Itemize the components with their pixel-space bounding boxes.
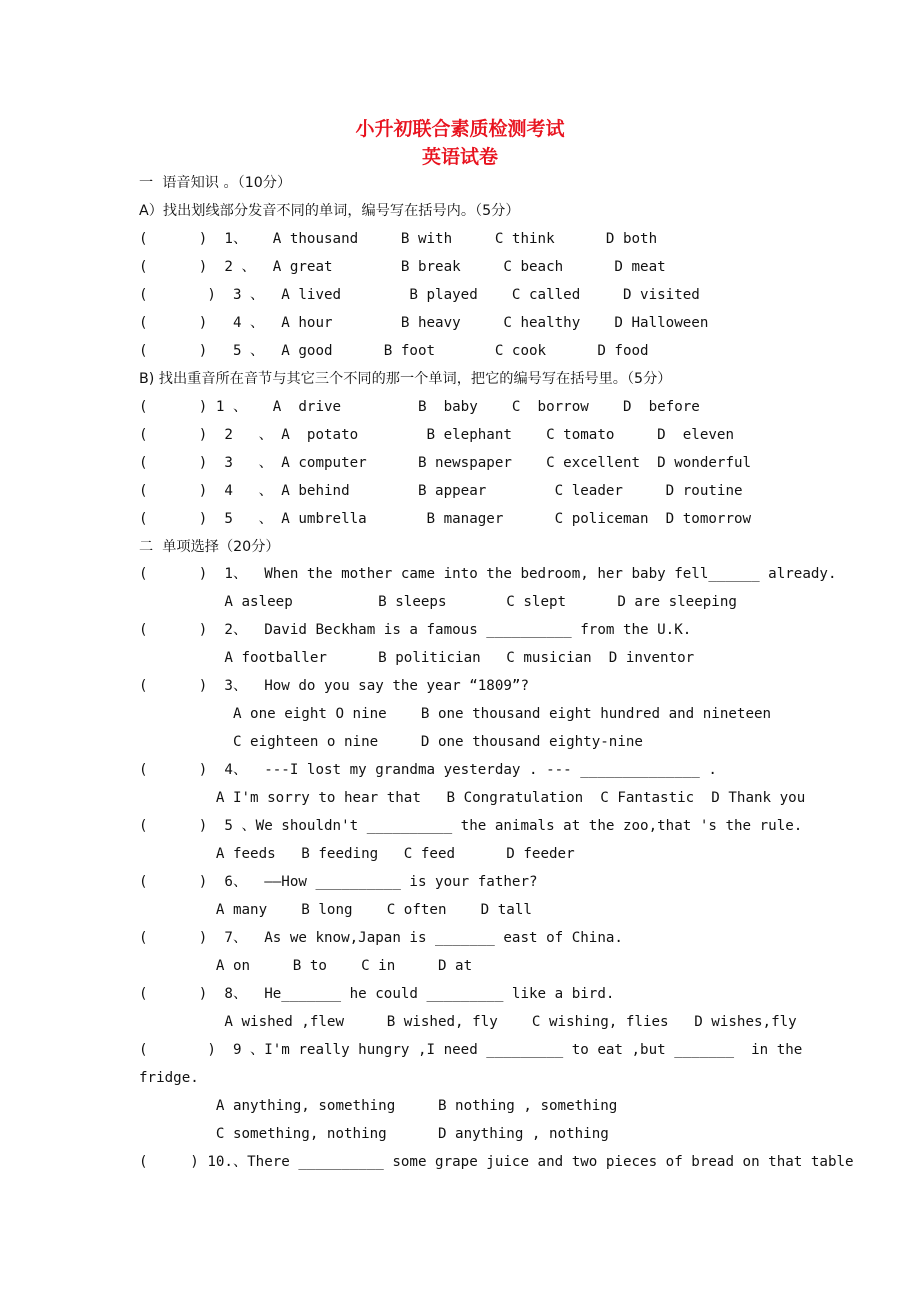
partA-question-1: ( ) 1、 A thousand B with C think D both xyxy=(139,231,658,247)
choice-options-6: A many B long C often D tall xyxy=(139,902,532,918)
exam-subtitle: 英语试卷 xyxy=(421,146,498,168)
choice-options-2: A footballer B politician C musician D inventor xyxy=(139,650,695,666)
choice-question-6: ( ) 6、 ——How __________ is your father? xyxy=(139,874,538,890)
choice-options-3a: A one eight O nine B one thousand eight hundred and nineteen xyxy=(139,706,772,722)
choice-options-1: A asleep B sleeps C slept D are sleeping xyxy=(139,594,737,610)
choice-question-4: ( ) 4、 ---I lost my grandma yesterday . --- ______________ . xyxy=(139,762,717,778)
partA-question-4: ( ) 4 、 A hour B heavy C healthy D Halloween xyxy=(139,315,709,331)
choice-options-4: A I'm sorry to hear that B Congratulation C Fantastic D Thank you xyxy=(139,790,806,806)
choice-options-9b: C something, nothing D anything , nothing xyxy=(139,1126,609,1142)
partB-instruction: B) 找出重音所在音节与其它三个不同的那一个单词，把它的编号写在括号里。（5分） xyxy=(139,371,672,387)
choice-question-8: ( ) 8、 He_______ he could _________ like a bird. xyxy=(139,986,615,1002)
choice-question-3: ( ) 3、 How do you say the year “1809”? xyxy=(139,678,530,694)
partA-instruction: A）找出划线部分发音不同的单词，编号写在括号内。（5分） xyxy=(139,203,520,219)
partA-question-2: ( ) 2 、 A great B break C beach D meat xyxy=(139,259,666,275)
partB-question-3: ( ) 3 、 A computer B newspaper C excellent D wonderful xyxy=(139,455,752,471)
partB-question-5: ( ) 5 、 A umbrella B manager C policeman D tomorrow xyxy=(139,511,752,527)
choice-options-5: A feeds B feeding C feed D feeder xyxy=(139,846,575,862)
partA-question-3: ( ) 3 、 A lived B played C called D visited xyxy=(139,287,700,303)
section1-heading: 一 语音知识 。（10分） xyxy=(139,175,292,191)
choice-question-2: ( ) 2、 David Beckham is a famous __________ from the U.K. xyxy=(139,622,692,638)
partB-question-4: ( ) 4 、 A behind B appear C leader D routine xyxy=(139,483,743,499)
choice-question-7: ( ) 7、 As we know,Japan is _______ east of China. xyxy=(139,930,623,946)
exam-title: 小升初联合素质检测考试 xyxy=(355,118,565,140)
partB-question-2: ( ) 2 、 A potato B elephant C tomato D eleven xyxy=(139,427,735,443)
partA-question-5: ( ) 5 、 A good B foot C cook D food xyxy=(139,343,649,359)
choice-options-3b: C eighteen o nine D one thousand eighty-nine xyxy=(139,734,643,750)
choice-question-9: ( ) 9 、I'm really hungry ,I need _________ to eat ,but _______ in the xyxy=(139,1042,803,1058)
choice-options-8: A wished ,flew B wished, fly C wishing, flies D wishes,fly xyxy=(139,1014,797,1030)
choice-question-10: ( ) 10.、There __________ some grape juice and two pieces of bread on that table xyxy=(139,1154,854,1170)
choice-options-9a: A anything, something B nothing , something xyxy=(139,1098,618,1114)
choice-question-1: ( ) 1、 When the mother came into the bedroom, her baby fell______ already. xyxy=(139,566,837,582)
section2-heading: 二 单项选择（20分） xyxy=(139,539,280,555)
choice-question-5: ( ) 5 、We shouldn't __________ the animals at the zoo,that 's the rule. xyxy=(139,818,803,834)
choice-question-9-cont: fridge. xyxy=(139,1070,199,1086)
choice-options-7: A on B to C in D at xyxy=(139,958,473,974)
partB-question-1: ( ) 1 、 A drive B baby C borrow D before xyxy=(139,399,700,415)
